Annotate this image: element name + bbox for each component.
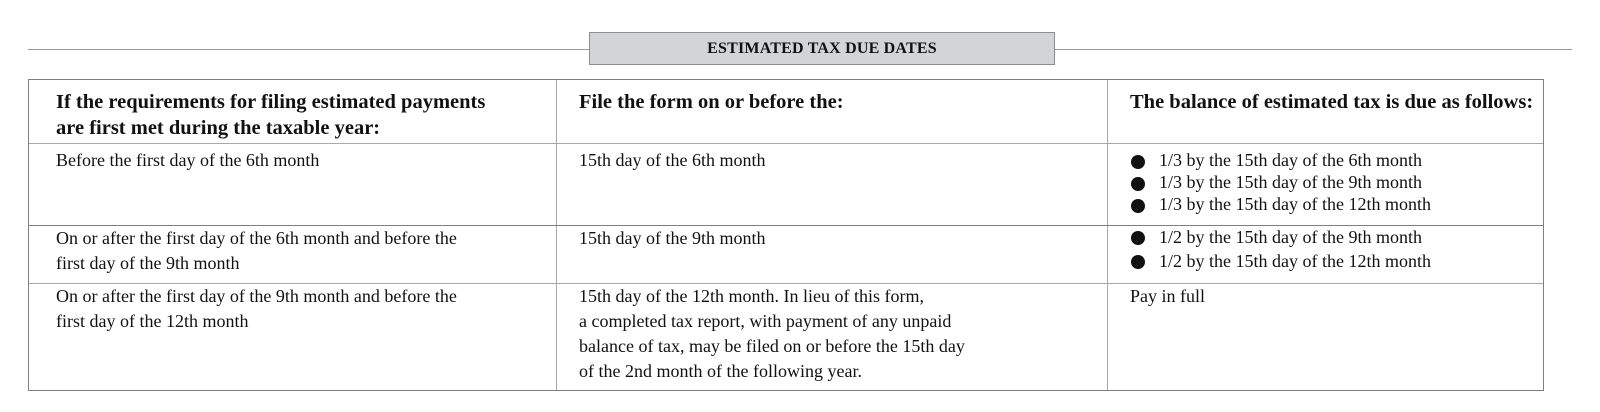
balance-text: 1/3 by the 15th day of the 6th month <box>1159 150 1422 170</box>
header-divider <box>29 143 1543 144</box>
balance-text: 1/2 by the 15th day of the 12th month <box>1159 251 1431 271</box>
header-balance <box>1130 89 1550 115</box>
header-requirement <box>56 89 551 141</box>
list-item <box>1130 225 1540 249</box>
bullet-icon <box>1131 199 1145 213</box>
balance-text: 1/2 by the 15th day of the 9th month <box>1159 227 1422 247</box>
row-3-file-by-line-2: a completed tax report, with payment of any unpaid <box>579 311 952 331</box>
column-divider-1 <box>556 80 557 390</box>
header-requirement-line-2: are first met during the taxable year: <box>56 117 381 139</box>
row-1-balance <box>1130 149 1540 215</box>
row-2-balance <box>1130 225 1540 273</box>
row-3-file-by-line-3: balance of tax, may be filed on or before the 15th day <box>579 336 965 356</box>
row-3-balance-text: Pay in full <box>1130 286 1205 306</box>
balance-text: 1/3 by the 15th day of the 12th month <box>1159 194 1431 214</box>
row-2-requirement <box>56 226 551 276</box>
table-title <box>589 32 1055 65</box>
row-2-balance-list <box>1130 225 1540 273</box>
row-2-file-by-text: 15th day of the 9th month <box>579 228 766 248</box>
row-2-requirement-line-2: first day of the 9th month <box>56 253 240 273</box>
row-3-file-by <box>579 284 1099 384</box>
due-dates-table <box>28 79 1544 391</box>
bullet-icon <box>1131 255 1145 269</box>
list-item <box>1130 171 1540 193</box>
list-item <box>1130 193 1540 215</box>
header-requirement-line-1: If the requirements for filing estimated payments <box>56 91 486 113</box>
row-3-file-by-line-1: 15th day of the 12th month. In lieu of this form, <box>579 286 924 306</box>
row-3-requirement-line-1: On or after the first day of the 9th month and before the <box>56 286 457 306</box>
row-1-file-by <box>579 148 1099 173</box>
row-3-requirement <box>56 284 551 334</box>
bullet-icon <box>1131 155 1145 169</box>
bullet-icon <box>1131 231 1145 245</box>
list-item <box>1130 249 1540 273</box>
table-title-text: ESTIMATED TAX DUE DATES <box>707 39 937 57</box>
row-1-balance-list <box>1130 149 1540 215</box>
row-3-requirement-line-2: first day of the 12th month <box>56 311 249 331</box>
header-file-by-text: File the form on or before the: <box>579 91 844 113</box>
header-file-by <box>579 89 1099 115</box>
row-3-balance <box>1130 284 1540 309</box>
row-1-file-by-text: 15th day of the 6th month <box>579 150 766 170</box>
row-2-file-by <box>579 226 1099 251</box>
header-balance-text: The balance of estimated tax is due as follows: <box>1130 91 1534 113</box>
column-divider-2 <box>1107 80 1108 390</box>
row-2-requirement-line-1: On or after the first day of the 6th month and before the <box>56 228 457 248</box>
row-3-file-by-line-4: of the 2nd month of the following year. <box>579 361 862 381</box>
bullet-icon <box>1131 177 1145 191</box>
balance-text: 1/3 by the 15th day of the 9th month <box>1159 172 1422 192</box>
row-1-requirement <box>56 148 551 173</box>
list-item <box>1130 149 1540 171</box>
row-1-requirement-text: Before the first day of the 6th month <box>56 150 320 170</box>
